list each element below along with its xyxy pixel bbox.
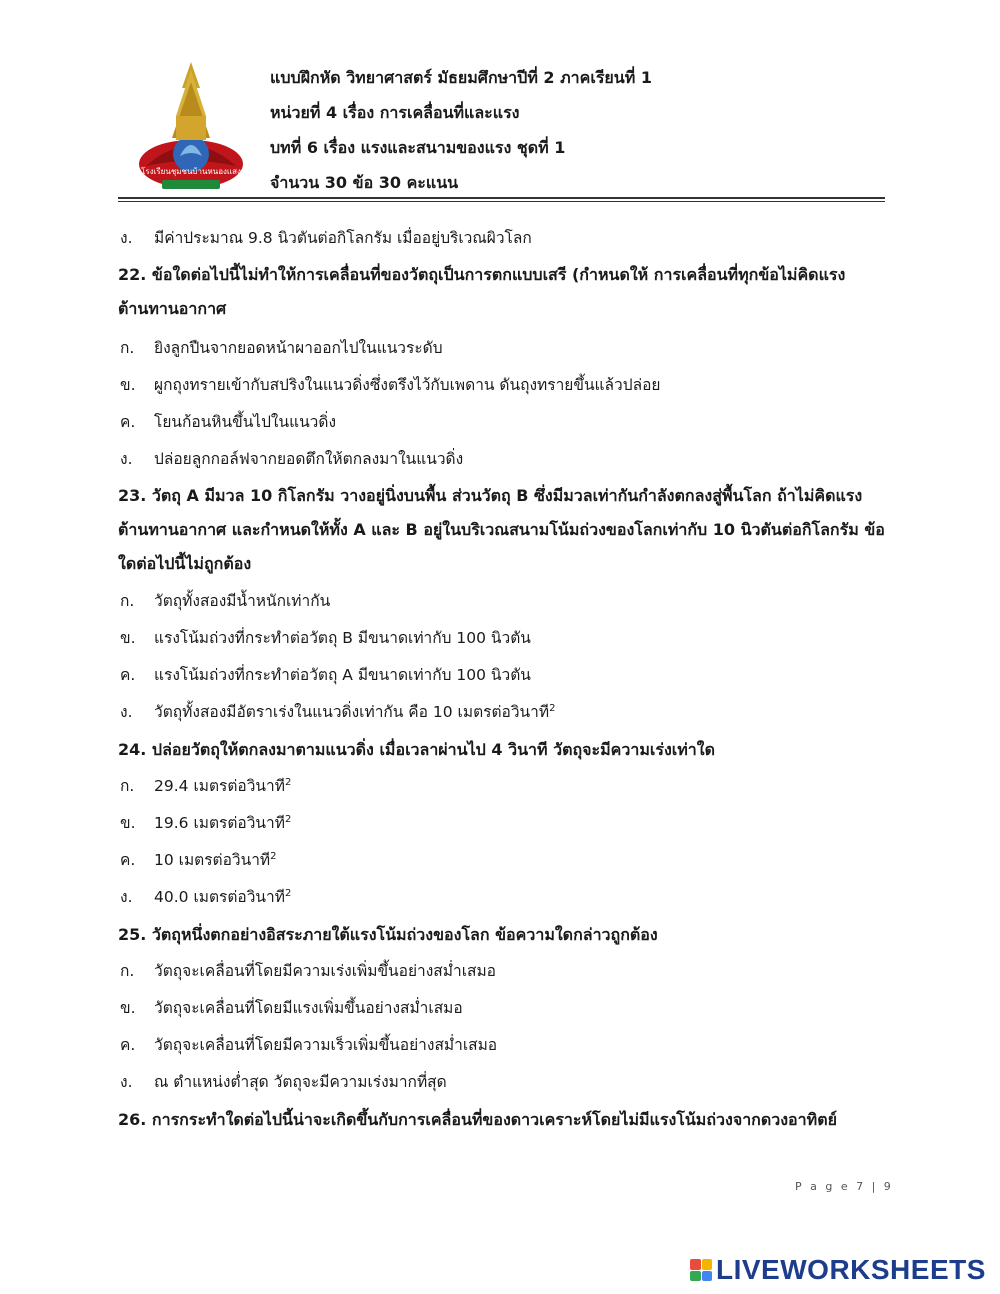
option-text: วัตถุทั้งสองมีน้ำหนักเท่ากัน [154, 592, 331, 610]
option-text: แรงโน้มถ่วงที่กระทำต่อวัตถุ A มีขนาดเท่ากับ 100 นิวตัน [154, 666, 531, 684]
answer-option [118, 990, 893, 1027]
option-text: แรงโน้มถ่วงที่กระทำต่อวัตถุ B มีขนาดเท่ากับ 100 นิวตัน [154, 629, 531, 647]
option-text: ปล่อยลูกกอล์ฟจากยอดตึกให้ตกลงมาในแนวดิ่ง [154, 450, 464, 468]
answer-option [118, 583, 893, 620]
answer-option [118, 657, 893, 694]
option-label: ข. [120, 999, 136, 1017]
question-stem: 26. การกระทำใดต่อไปนี้น่าจะเกิดขึ้นกับการเคลื่อนที่ของดาวเคราะห์โดยไม่มีแรงโน้มถ่วงจากดวงอาทิตย์ [118, 1110, 837, 1129]
option-label: ค. [120, 413, 136, 431]
svg-text:โรงเรียนชุมชนบ้านหนองแสง: โรงเรียนชุมชนบ้านหนองแสง [141, 167, 241, 176]
option-label: ค. [120, 851, 136, 869]
question-stem: 25. วัตถุหนึ่งตกอย่างอิสระภายใต้แรงโน้มถ่วงของโลก ข้อความใดกล่าวถูกต้อง [118, 925, 658, 944]
option-label: ข. [120, 814, 136, 832]
question-stem: 22. ข้อใดต่อไปนี้ไม่ทำให้การเคลื่อนที่ของวัตถุเป็นการตกแบบเสรี (กำหนดให้ การเคลื่อนที่ทุกข้อไม่คิดแรงต้านทานอากาศ [118, 265, 846, 318]
option-label: ง. [120, 703, 133, 721]
option-label: ง. [120, 229, 133, 247]
answer-option [118, 879, 893, 916]
answer-option [118, 694, 893, 731]
option-text: วัตถุจะเคลื่อนที่โดยมีแรงเพิ่มขึ้นอย่างสม่ำเสมอ [154, 999, 463, 1017]
header-divider [118, 201, 885, 202]
option-text: 19.6 เมตรต่อวินาที [154, 814, 285, 832]
school-logo [132, 56, 250, 194]
answer-option [118, 1064, 893, 1101]
option-text: 40.0 เมตรต่อวินาที [154, 888, 285, 906]
question-stem: 23. วัตถุ A มีมวล 10 กิโลกรัม วางอยู่นิ่งบนพื้น ส่วนวัตถุ B ซึ่งมีมวลเท่ากันกำลังตกลงสู่พื้นโลก ถ้าไม่คิดแรงต้านทานอากาศ และกำหนดให้ทั้ง A และ B อยู่ในบริเวณสนามโน้มถ่วงของโลกเท่ากับ 10 นิวตันต่อกิโลกรัม ข้อใดต่อไปนี้ไม่ถูกต้อง [118, 486, 885, 573]
option-label: ค. [120, 666, 136, 684]
option-text: ยิงลูกปืนจากยอดหน้าผาออกไปในแนวระดับ [154, 339, 443, 357]
option-label: ค. [120, 1036, 136, 1054]
superscript: 2 [284, 887, 292, 899]
header-line: แบบฝึกหัด วิทยาศาสตร์ มัธยมศึกษาปีที่ 2 ภาคเรียนที่ 1 [270, 68, 652, 87]
option-text: ณ ตำแหน่งต่ำสุด วัตถุจะมีความเร่งมากที่สุด [154, 1073, 447, 1091]
option-text: โยนก้อนหินขึ้นไปในแนวดิ่ง [154, 413, 337, 431]
answer-option [118, 768, 893, 805]
option-label: ง. [120, 450, 133, 468]
option-label: ง. [120, 888, 133, 906]
option-label: ก. [120, 777, 135, 795]
answer-option [118, 805, 893, 842]
watermark-text: LIVEWORKSHEETS [716, 1254, 986, 1285]
superscript: 2 [284, 813, 292, 825]
page-number: P a g e 7 | 9 [795, 1180, 894, 1193]
answer-option [118, 1027, 893, 1064]
answer-option [118, 953, 893, 990]
option-text: ผูกถุงทรายเข้ากับสปริงในแนวดิ่งซึ่งตรึงไว้กับเพดาน ดันถุงทรายขึ้นแล้วปล่อย [154, 376, 661, 394]
answer-option [118, 842, 893, 879]
superscript: 2 [549, 702, 556, 714]
answer-option [118, 367, 893, 404]
answer-option [118, 441, 893, 478]
header-line: หน่วยที่ 4 เรื่อง การเคลื่อนที่และแรง [270, 103, 520, 122]
header-divider [118, 197, 885, 199]
answer-option [118, 404, 893, 441]
question-content [118, 220, 893, 1138]
liveworksheets-watermark [690, 1253, 986, 1287]
option-label: ง. [120, 1073, 133, 1091]
answer-option [118, 330, 893, 367]
option-text: 29.4 เมตรต่อวินาที [154, 777, 285, 795]
option-text: วัตถุจะเคลื่อนที่โดยมีความเร็วเพิ่มขึ้นอย่างสม่ำเสมอ [154, 1036, 498, 1054]
header-line: บทที่ 6 เรื่อง แรงและสนามของแรง ชุดที่ 1 [270, 138, 566, 157]
option-text: 10 เมตรต่อวินาที [154, 851, 271, 869]
option-label: ก. [120, 962, 135, 980]
header-block [270, 60, 652, 200]
option-label: ก. [120, 339, 135, 357]
option-label: ข. [120, 376, 136, 394]
option-text: มีค่าประมาณ 9.8 นิวตันต่อกิโลกรัม เมื่ออยู่บริเวณผิวโลก [154, 229, 532, 247]
question-stem: 24. ปล่อยวัตถุให้ตกลงมาตามแนวดิ่ง เมื่อเวลาผ่านไป 4 วินาที วัตถุจะมีความเร่งเท่าใด [118, 740, 715, 759]
option-text: วัตถุทั้งสองมีอัตราเร่งในแนวดิ่งเท่ากัน คือ 10 เมตรต่อวินาที [154, 703, 550, 721]
option-text: วัตถุจะเคลื่อนที่โดยมีความเร่งเพิ่มขึ้นอย่างสม่ำเสมอ [154, 962, 496, 980]
superscript: 2 [284, 776, 292, 788]
liveworksheets-logo-icon [690, 1259, 712, 1281]
superscript: 2 [270, 850, 277, 862]
option-label: ก. [120, 592, 135, 610]
answer-option [118, 220, 893, 257]
answer-option [118, 620, 893, 657]
header-line: จำนวน 30 ข้อ 30 คะแนน [270, 173, 459, 192]
option-label: ข. [120, 629, 136, 647]
